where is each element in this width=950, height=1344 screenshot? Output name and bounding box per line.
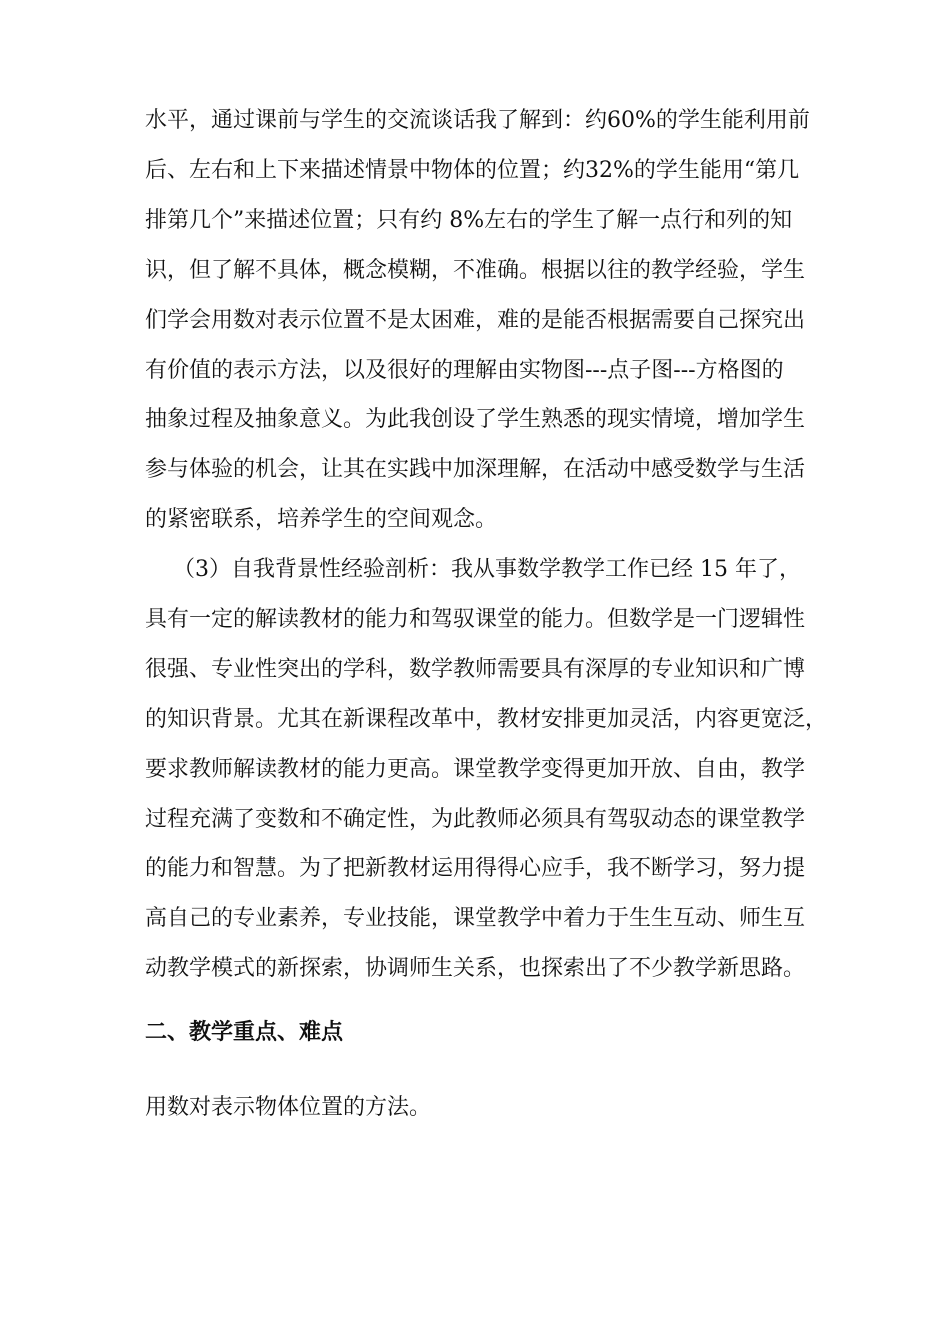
paragraph-1-line-4: 识，但了解不具体，概念模糊，不准确。根据以往的教学经验，学生 [145,258,806,283]
paragraph-2-line-9: 动教学模式的新探索，协调师生关系，也探索出了不少教学新思路。 [145,956,806,981]
paragraph-1-line-8: 参与体验的机会，让其在实践中加深理解，在活动中感受数学与生活 [145,457,806,482]
paragraph-1-line-7: 抽象过程及抽象意义。为此我创设了学生熟悉的现实情境，增加学生 [145,407,806,432]
paragraph-1-line-6: 有价值的表示方法，以及很好的理解由实物图---点子图---方格图的 [145,358,784,383]
paragraph-1-line-3: 排第几个”来描述位置；只有约 8%左右的学生了解一点行和列的知 [145,208,793,233]
paragraph-1-line-9: 的紧密联系，培养学生的空间观念。 [145,507,498,532]
section-heading: 二、教学重点、难点 [145,1020,344,1045]
paragraph-2-line-6: 过程充满了变数和不确定性，为此教师必须具有驾驭动态的课堂教学 [145,807,806,832]
paragraph-1-line-5: 们学会用数对表示位置不是太困难，难的是能否根据需要自己探究出 [145,308,806,333]
paragraph-1-line-1: 水平，通过课前与学生的交流谈话我了解到：约60%的学生能利用前 [145,108,810,133]
paragraph-2-line-4: 的知识背景。尤其在新课程改革中，教材安排更加灵活，内容更宽泛， [145,707,828,732]
paragraph-2-line-5: 要求教师解读教材的能力更高。课堂教学变得更加开放、自由，教学 [145,757,806,782]
paragraph-2-line-7: 的能力和智慧。为了把新教材运用得得心应手，我不断学习，努力提 [145,856,806,881]
paragraph-2-line-3: 很强、专业性突出的学科，数学教师需要具有深厚的专业知识和广博 [145,657,806,682]
paragraph-2-line-1: （3）自我背景性经验剖析：我从事数学教学工作已经 15 年了， [173,557,801,582]
paragraph-2-line-2: 具有一定的解读教材的能力和驾驭课堂的能力。但数学是一门逻辑性 [145,607,806,632]
paragraph-2-line-8: 高自己的专业素养，专业技能，课堂教学中着力于生生互动、师生互 [145,906,806,931]
paragraph-1-line-2: 后、左右和上下来描述情景中物体的位置；约32%的学生能用“第几 [145,158,800,183]
section-body-text: 用数对表示物体位置的方法。 [145,1095,432,1120]
